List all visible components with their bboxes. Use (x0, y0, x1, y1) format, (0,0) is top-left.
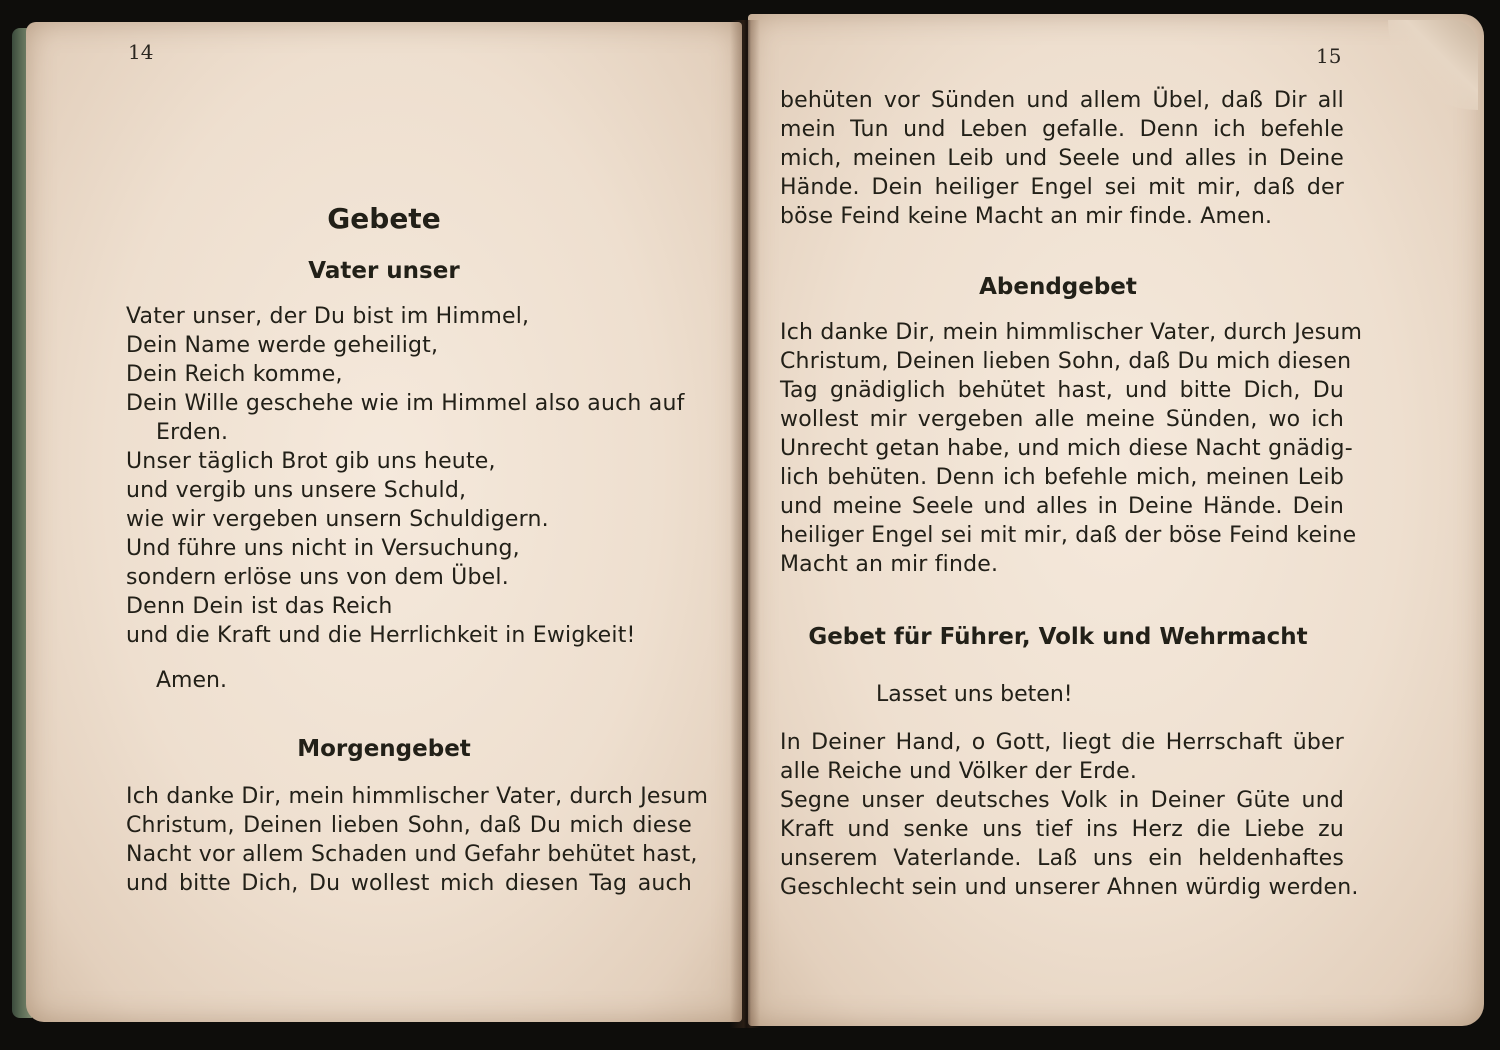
gebet-fuehrer-line: unserem Vaterlande. Laß uns ein heldenhaftes (780, 846, 1344, 871)
gebet-fuehrer-text (780, 728, 1359, 902)
abendgebet-text (780, 318, 1363, 579)
abendgebet-line: und meine Seele und alles in Deine Hände. Dein (780, 494, 1344, 519)
invocation-lasset-uns-beten: Lasset uns beten! (876, 682, 1073, 707)
morgengebet-line: und bitte Dich, Du wollest mich diesen Tag auch (126, 871, 692, 896)
vater-unser-amen: Amen. (156, 668, 227, 693)
abendgebet-line: wollest mir vergeben alle meine Sünden, wo ich (780, 407, 1344, 432)
heading-vater-unser: Vater unser (308, 258, 460, 284)
morgengebet-line: Ich danke Dir, mein himmlischer Vater, durch Jesum (126, 784, 709, 809)
vater-unser-line: sondern erlöse uns von dem Übel. (126, 565, 509, 590)
abendgebet-line: Tag gnädiglich behütet hast, und bitte Dich, Du (780, 378, 1344, 403)
vater-unser-line: Unser täglich Brot gib uns heute, (126, 449, 496, 474)
heading-abendgebet: Abendgebet (979, 274, 1137, 300)
page-title-gebete: Gebete (327, 202, 441, 235)
vater-unser-line: Erden. (156, 420, 229, 445)
vater-unser-line: wie wir vergeben unsern Schuldigern. (126, 507, 549, 532)
gebet-fuehrer-line: alle Reiche und Völker der Erde. (780, 759, 1138, 784)
abendgebet-line: heiliger Engel sei mit mir, daß der böse Feind keine (780, 523, 1357, 548)
continuation-line: behüten vor Sünden und allem Übel, daß Dir all (780, 88, 1344, 113)
vater-unser-text (126, 302, 696, 650)
morgengebet-line: Christum, Deinen lieben Sohn, daß Du mich diese (126, 813, 692, 838)
abendgebet-line: Ich danke Dir, mein himmlischer Vater, durch Jesum (780, 320, 1363, 345)
book-gutter (730, 20, 760, 1028)
abendgebet-line: lich behüten. Denn ich befehle mich, meinen Leib (780, 465, 1344, 490)
vater-unser-line: und die Kraft und die Herrlichkeit in Ewigkeit! (126, 623, 636, 648)
vater-unser-line: Vater unser, der Du bist im Himmel, (126, 304, 530, 329)
continuation-line: mein Tun und Leben gefalle. Denn ich befehle (780, 117, 1344, 142)
morgengebet-continuation-text (780, 86, 1344, 231)
morgengebet-text (126, 782, 709, 898)
abendgebet-line: Christum, Deinen lieben Sohn, daß Du mich diesen (780, 349, 1352, 374)
morgengebet-line: Nacht vor allem Schaden und Gefahr behütet hast, (126, 842, 698, 867)
gebet-fuehrer-line: Geschlecht sein und unserer Ahnen würdig werden. (780, 875, 1359, 900)
continuation-line: mich, meinen Leib und Seele und alles in Deine (780, 146, 1344, 171)
page-number-left: 14 (128, 40, 154, 64)
heading-gebet-fuehrer: Gebet für Führer, Volk und Wehrmacht (808, 624, 1308, 650)
vater-unser-line: und vergib uns unsere Schuld, (126, 478, 467, 503)
vater-unser-line: Dein Name werde geheiligt, (126, 333, 439, 358)
abendgebet-line: Macht an mir finde. (780, 552, 999, 577)
gebet-fuehrer-line: Segne unser deutsches Volk in Deiner Güte und (780, 788, 1344, 813)
continuation-line: Hände. Dein heiliger Engel sei mit mir, daß der (780, 175, 1344, 200)
left-page (26, 22, 742, 1022)
abendgebet-line: Unrecht getan habe, und mich diese Nacht gnädig- (780, 436, 1353, 461)
vater-unser-line: Dein Reich komme, (126, 362, 343, 387)
gebet-fuehrer-line: Kraft und senke uns tief ins Herz die Liebe zu (780, 817, 1344, 842)
right-page (748, 14, 1484, 1026)
continuation-line: böse Feind keine Macht an mir finde. Amen. (780, 204, 1273, 229)
page-number-right: 15 (1316, 44, 1342, 68)
heading-morgengebet: Morgengebet (297, 736, 471, 762)
vater-unser-line: Denn Dein ist das Reich (126, 594, 393, 619)
gebet-fuehrer-line: In Deiner Hand, o Gott, liegt die Herrschaft über (780, 730, 1344, 755)
page-corner-curl (1388, 20, 1478, 110)
vater-unser-line: Dein Wille geschehe wie im Himmel also auch auf (126, 391, 685, 416)
vater-unser-line: Und führe uns nicht in Versuchung, (126, 536, 520, 561)
